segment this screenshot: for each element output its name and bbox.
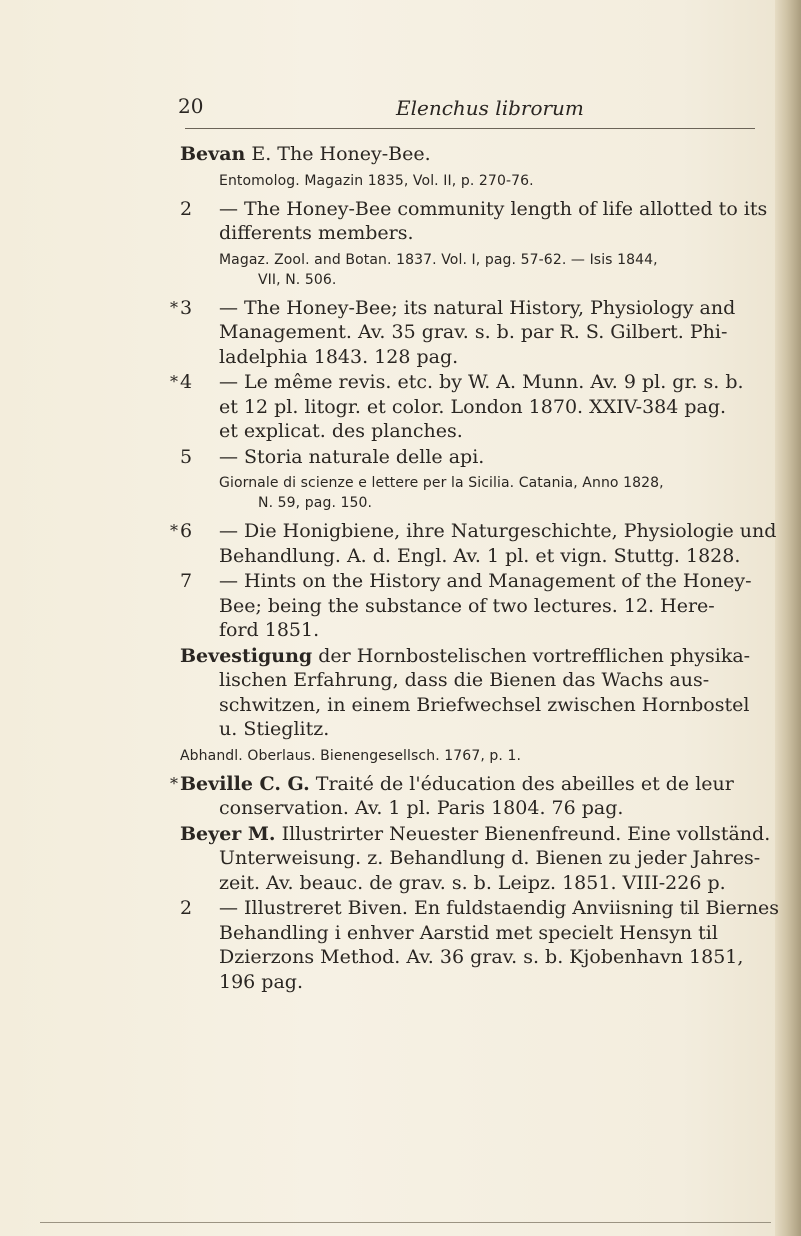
entry-line: der Hornbostelischen vortrefflichen physika- [312,644,751,667]
entry-7 [180,569,760,643]
entry-line: Dzierzons Method. Av. 36 grav. s. b. Kjobenhavn 1851, [219,946,744,968]
entry-line: ford 1851. [219,619,320,641]
entry-author: Beville C. G. [180,772,310,795]
running-head: Elenchus librorum [396,96,584,120]
entry-line: et explicat. des planches. [219,420,463,442]
entry-number: 3 [180,296,193,319]
entry-line: ladelphia 1843. 128 pag. [219,345,459,368]
entry-4 [170,370,760,444]
star-marker: * [170,372,178,391]
entry-number: 5 [180,445,193,468]
header-rule [185,128,755,129]
entry-beyer [180,822,771,896]
entry-line: Behandlung. A. d. Engl. Av. 1 pl. et vign. Stuttg. 1828. [219,544,741,567]
entry-source: Abhandl. Oberlaus. Bienengesellsch. 1767, p. 1. [180,747,522,764]
entry-6 [170,519,777,568]
entry-source: N. 59, pag. 150. [258,495,373,511]
entry-line: Traité de l'éducation des abeilles et de leur [309,772,734,795]
entry-line: schwitzen, in einem Briefwechsel zwischen Hornbostel [219,693,750,716]
entry-line: — Die Honigbiene, ihre Naturgeschichte, Physiologie und [219,520,777,542]
entry-line: 196 pag. [219,970,303,993]
entry-line: Management. Av. 35 grav. s. b. par R. S. Gilbert. Phi- [219,321,728,343]
entry-source: Entomolog. Magazin 1835, Vol. II, p. 270-76. [219,172,534,189]
entry-line: conservation. Av. 1 pl. Paris 1804. 76 pag. [219,797,624,819]
entry-2 [180,197,768,290]
entry-line: — Le même revis. etc. by W. A. Munn. Av. 9 pl. gr. s. b. [219,371,744,393]
entry-source: Giornale di scienze e lettere per la Sicilia. Catania, Anno 1828, [219,475,664,491]
entry-number: 2 [180,197,193,220]
page-edge [775,0,801,1236]
page-number: 20 [178,94,204,118]
entry-line: — The Honey-Bee community length of life allotted to its [219,197,768,220]
entry-author: Beyer M. [180,822,276,845]
entry-beyer-2 [180,896,780,994]
entry-number: 6 [180,520,193,542]
entry-line: — Hints on the History and Management of the Honey- [219,570,752,592]
entry-5 [180,445,760,514]
entry-line: differents members. [219,222,414,244]
entry-line: Unterweisung. z. Behandlung d. Bienen zu jeder Jahres- [219,847,761,869]
entry-number: 2 [180,897,193,919]
star-marker: * [170,297,178,317]
entry-number: 4 [180,371,193,393]
page-bottom-edge [40,1222,771,1223]
entry-3 [170,296,760,370]
entry-line: lischen Erfahrung, dass die Bienen das Wachs aus- [219,669,710,691]
star-marker: * [170,521,178,540]
entry-line: et 12 pl. litogr. et color. London 1870. XXIV-384 pag. [219,395,727,418]
entry-line: — Storia naturale delle api. [219,445,485,468]
entry-author: Bevestigung [180,644,313,667]
entry-bevan [180,142,760,191]
entry-line: Bee; being the substance of two lectures. 12. Here- [219,594,715,617]
bibliography-column [170,142,780,995]
entry-author: Bevan [180,143,246,165]
entry-source: VII, N. 506. [258,271,337,288]
entry-line: Behandling i enhver Aarstid met specielt Hensyn til [219,921,718,944]
star-marker: * [170,773,178,793]
entry-line: — Illustreret Biven. En fuldstaendig Anviisning til Biernes [219,897,780,919]
entry-bevestigung [180,644,760,766]
entry-line: zeit. Av. beauc. de grav. s. b. Leipz. 1851. VIII-226 p. [219,871,726,894]
entry-number: 7 [180,570,193,592]
entry-beville [170,772,760,821]
entry-line: Illustrirter Neuester Bienenfreund. Eine vollständ. [275,822,771,845]
entry-source: Magaz. Zool. and Botan. 1837. Vol. I, pag. 57-62. — Isis 1844, [219,251,658,268]
entry-line: — The Honey-Bee; its natural History, Physiology and [219,296,736,319]
entry-line: u. Stieglitz. [219,718,330,740]
entry-title: E. The Honey-Bee. [245,143,431,165]
